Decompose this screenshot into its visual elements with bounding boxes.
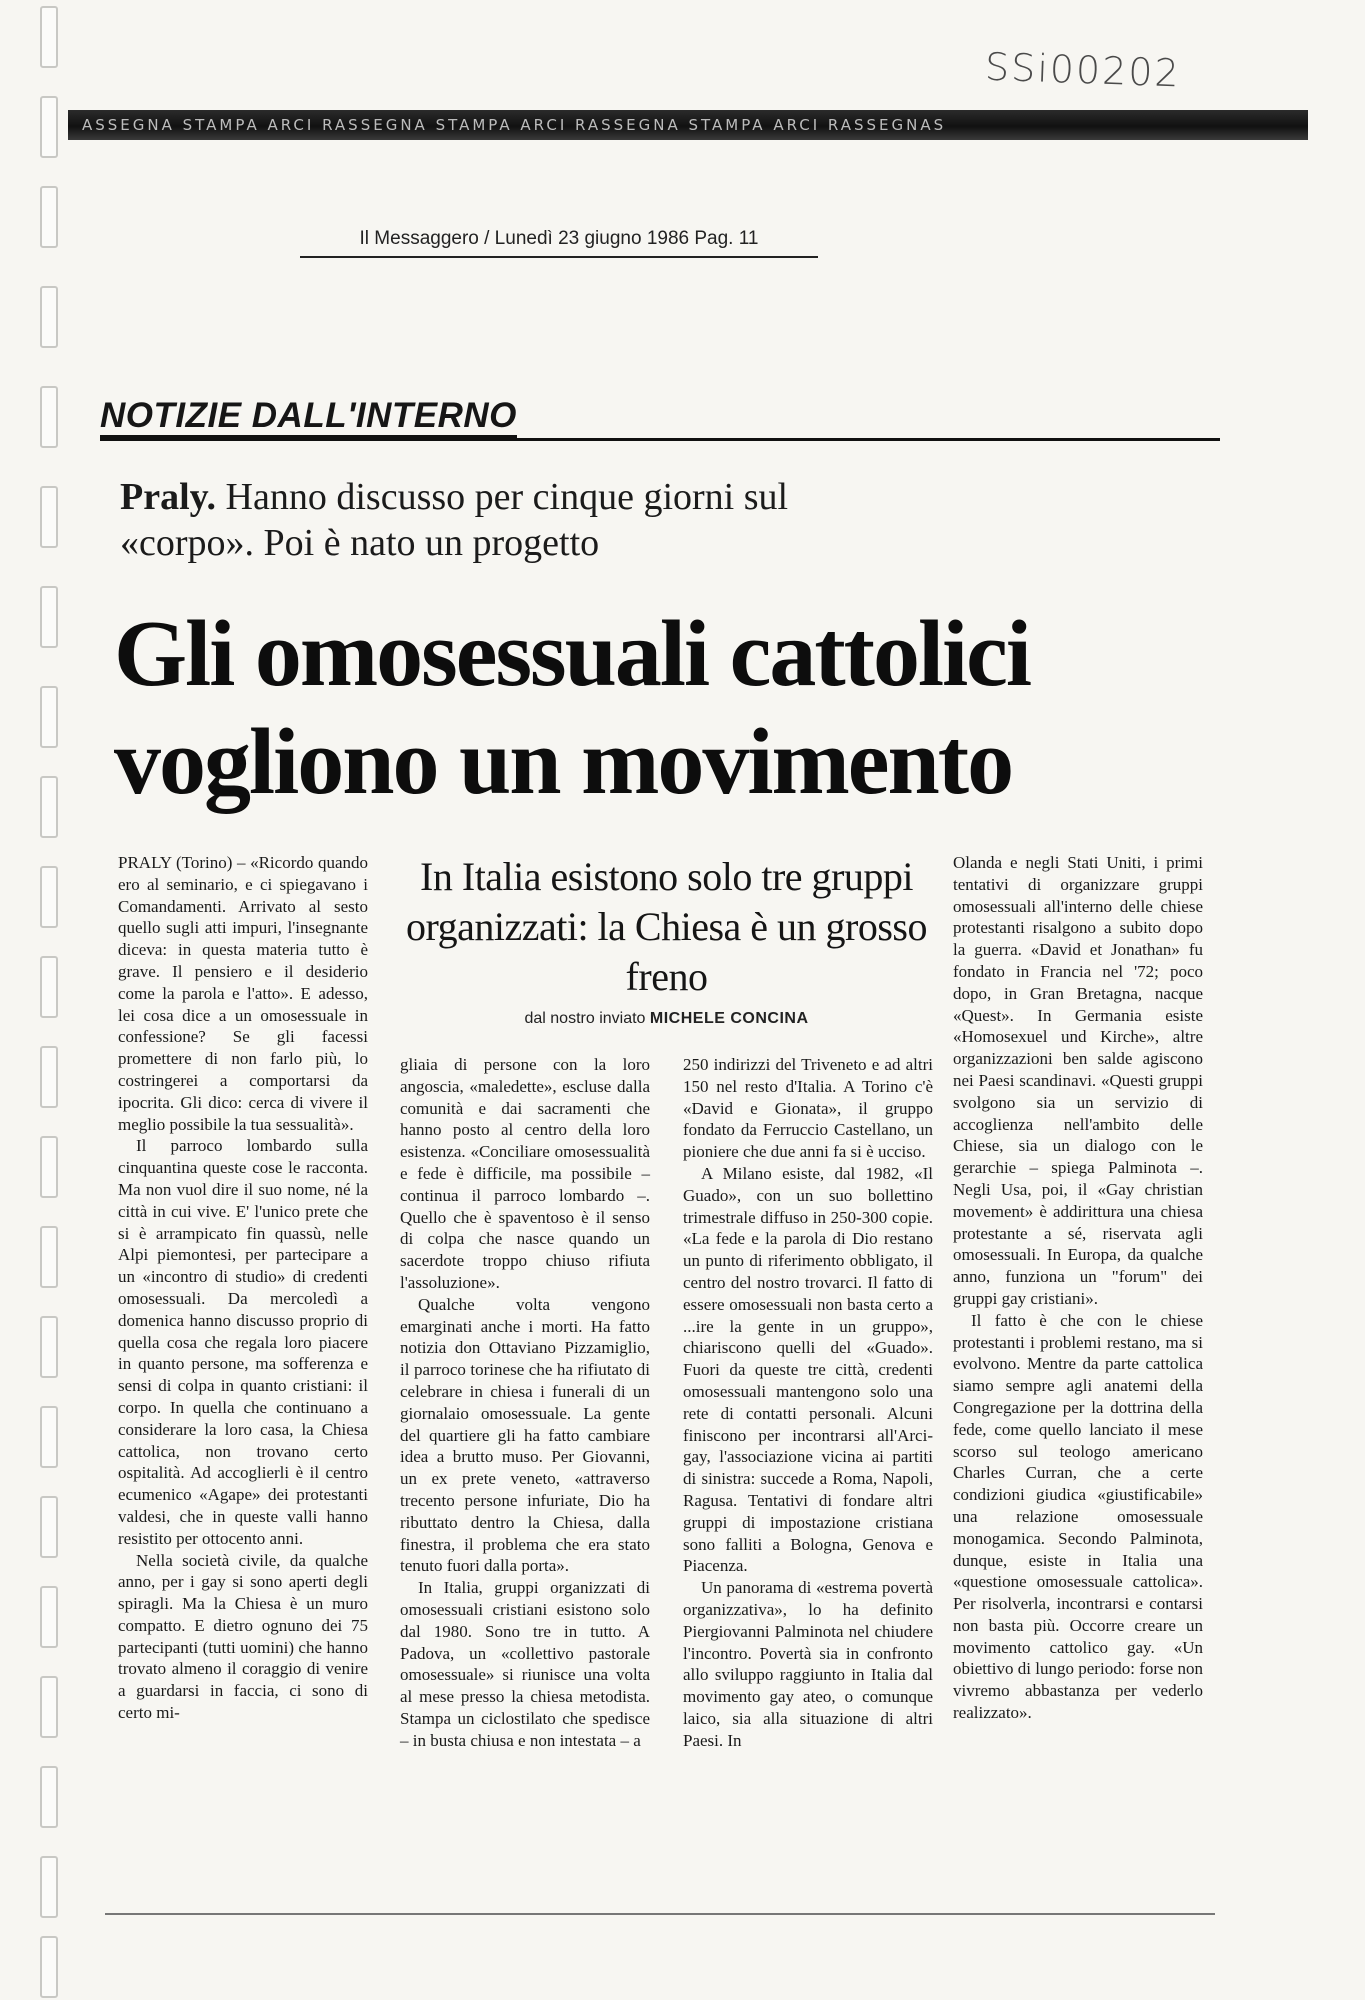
binder-hole	[40, 1046, 58, 1108]
binder-hole	[40, 776, 58, 838]
byline-prefix: dal nostro inviato	[524, 1010, 650, 1027]
kicker-text: Hanno discusso per cinque giorni sul «corpo». Poi è nato un progetto	[120, 476, 789, 564]
kicker	[120, 474, 840, 566]
paragraph: gliaia di persone con la loro angoscia, «maledette», escluse dalla comunità e dai sacramenti che hanno posto al centro della loro esistenza. «Conciliare omosessualità e fede è difficile, ma possibile – continua il parroco lombardo –. Quello che è spaventoso è il senso di colpa che nasce quando un sacerdote troppo chiuso rifiuta l'assoluzione».	[400, 1055, 650, 1292]
press-review-ribbon	[68, 110, 1308, 140]
subheadline: In Italia esistono solo tre gruppi organizzati: la Chiesa è un grosso freno	[405, 854, 927, 999]
paragraph: In Italia, gruppi organizzati di omosessuali cristiani esistono solo dal 1980. Sono tre in tutto. A Padova, un «collettivo pastorale omosessuale» si riunisce una volta al mese presso la chiesa metodista. Stampa un ciclostilato che spedisce – in busta chiusa e non intestata – a	[400, 1578, 650, 1750]
byline	[400, 1010, 933, 1028]
paragraph: Nella società civile, da qualche anno, per i gay si sono aperti degli spiragli. Ma la Chiesa è un muro compatto. E dietro ognuno dei 75 partecipanti (tutti uomini) che hanno trovato almeno il coraggio di venire a guardarsi in faccia, ci sono di certo mi-	[118, 1550, 368, 1723]
byline-author: MICHELE CONCINA	[649, 1010, 809, 1027]
article-column-2	[400, 1054, 650, 1752]
binder-hole	[40, 1676, 58, 1738]
binder-holes	[40, 0, 62, 2000]
binder-hole	[40, 96, 58, 158]
bottom-divider	[105, 1913, 1215, 1915]
paragraph: Il fatto è che con le chiese protestanti i problemi restano, ma si evolvono. Mentre da parte cattolica siamo sempre agli anatemi della Congregazione per la dottrina della fede, come quello lanciato il mese scorso sul teologo americano Charles Curran, che a certe condizioni giudica «giustificabile» una relazione omosessuale monogamica. Secondo Palminota, dunque, esiste in Italia una «questione omosessuale cattolica». Per risolverla, incontrarsi e contarsi non basta più. Occorre creare un movimento cattolico gay. «Un obiettivo di lungo periodo: forse non vivremo abbastanza per vederlo realizzato».	[953, 1310, 1203, 1723]
binder-hole	[40, 386, 58, 448]
binder-hole	[40, 1136, 58, 1198]
binder-hole	[40, 186, 58, 248]
binder-hole	[40, 1316, 58, 1378]
binder-hole	[40, 286, 58, 348]
paragraph: A Milano esiste, dal 1982, «Il Guado», con un suo bollettino trimestrale diffuso in 250-300 copie. «La fede e la parola di Dio restano un punto di riferimento obbligato, il centro del nostro trovarci. Il fatto di essere omosessuali non basta certo a ...ire la gente in un gruppo», chiariscono quelli del «Guado». Fuori da queste tre città, credenti omosessuali mantengono solo una rete di contatti personali. Alcuni finiscono per incontrarsi all'Arci-gay, l'associazione vicina ai partiti di sinistra: succede a Roma, Napoli, Ragusa. Tentativi di fondare altri gruppi di impostazione cristiana sono falliti a Bologna, Genova e Piacenza.	[683, 1163, 933, 1576]
paragraph: Qualche volta vengono emarginati anche i morti. Ha fatto notizia don Ottaviano Pizzamiglio, il parroco torinese che ha rifiutato di celebrare in chiesa i funerali di un giornalaio omosessuale. La gente del quartiere gli ha fatto cambiare idea a brutto muso. Per Giovanni, un ex prete veneto, «attraverso trecento persone infuriate, Dio ha ributtato dentro la Chiesa, dalla finestra, il problema che era stato tenuto fuori dalla porta».	[400, 1294, 650, 1576]
paragraph: Il parroco lombardo sulla cinquantina queste cose le racconta. Ma non vuol dire il suo nome, né la città in cui vive. E' l'unico prete che si è arrampicato fin quassù, nelle Alpi piemontesi, per partecipare a un «incontro di studio» di credenti omosessuali. Da mercoledì a domenica hanno discusso proprio di quella cosa che regala loro piacere in quanto persone, ma sofferenza e sensi di colpa in quanto cristiani: il corpo. In quella che continuano a considerare la loro casa, la Chiesa cattolica, non trovano certo ospitalità. Ad accoglierli è il centro ecumenico «Agape» dei protestanti valdesi, che in queste valli hanno resistito per ottocento anni.	[118, 1136, 368, 1548]
paragraph: Un panorama di «estrema povertà organizzativa», lo ha definito Piergiovanni Palminota nel chiudere l'incontro. Povertà sia in confronto allo sviluppo raggiunto in Italia dal movimento gay ateo, o comunque laico, sia alla situazione di altri Paesi. In	[683, 1578, 933, 1750]
article-column-4	[953, 852, 1203, 1724]
section-title: NOTIZIE DALL'INTERNO	[100, 396, 517, 440]
binder-hole	[40, 1856, 58, 1918]
binder-hole	[40, 1936, 58, 1998]
binder-hole	[40, 1406, 58, 1468]
archive-code: SSi00202	[984, 44, 1182, 96]
binder-hole	[40, 586, 58, 648]
paragraph: 250 indirizzi del Triveneto e ad altri 150 nel resto d'Italia. A Torino c'è «David e Gionata», il gruppo fondato da Ferruccio Castellano, un pioniere che due anni fa si è ucciso.	[683, 1055, 933, 1162]
binder-hole	[40, 1226, 58, 1288]
binder-hole	[40, 956, 58, 1018]
paragraph: PRALY (Torino) – «Ricordo quando ero al seminario, e ci spiegavano i Comandamenti. Arrivato al sesto quello sugli atti impuri, l'insegnante diceva: in questa materia tutto è grave. Il pensiero e il desiderio come la parola e l'atto». E adesso, lei cosa dice a un omosessuale in confessione? Se gli facessi promettere di non farlo più, lo costringerei a comportarsi da ipocrita. Gli dico: cerca di vivere il meglio possibile la tua sessualità».	[118, 853, 368, 1134]
binder-hole	[40, 866, 58, 928]
article-column-3	[683, 1054, 933, 1752]
binder-hole	[40, 686, 58, 748]
binder-hole	[40, 486, 58, 548]
paragraph: Olanda e negli Stati Uniti, i primi tentativi di organizzare gruppi omosessuali all'interno delle chiese protestanti risalgono a subito dopo la guerra. «David et Jonathan» fu fondato in Francia nel '72; poco dopo, in Gran Bretagna, nacque «Quest». In Germania esiste «Homosexuel und Kirche», altre organizzazioni ben salde agiscono nei Paesi scandinavi. «Questi gruppi svolgono sia un servizio di accoglienza nell'ambito delle Chiese, sia un dialogo con le gerarchie – spiega Palminota –. Negli Usa, poi, il «Gay christian movement» è addirittura una chiesa protestante a sé, riservata agli omosessuali. In Europa, da qualche anno, funziona un "forum" dei gruppi gay cristiani».	[953, 853, 1203, 1308]
binder-hole	[40, 1586, 58, 1648]
dateline: Il Messaggero / Lunedì 23 giugno 1986 Pag. 11	[300, 228, 818, 258]
article-column-1	[118, 852, 368, 1724]
kicker-place: Praly.	[120, 476, 217, 518]
binder-hole	[40, 1496, 58, 1558]
headline: Gli omosessuali cattolici vogliono un movimento	[114, 602, 1031, 814]
ribbon-text: ASSEGNA STAMPA ARCI RASSEGNA STAMPA ARCI RASSEGNA STAMPA ARCI RASSEGNAS	[82, 116, 947, 134]
section-heading	[100, 396, 1220, 441]
binder-hole	[40, 6, 58, 68]
binder-hole	[40, 1766, 58, 1828]
